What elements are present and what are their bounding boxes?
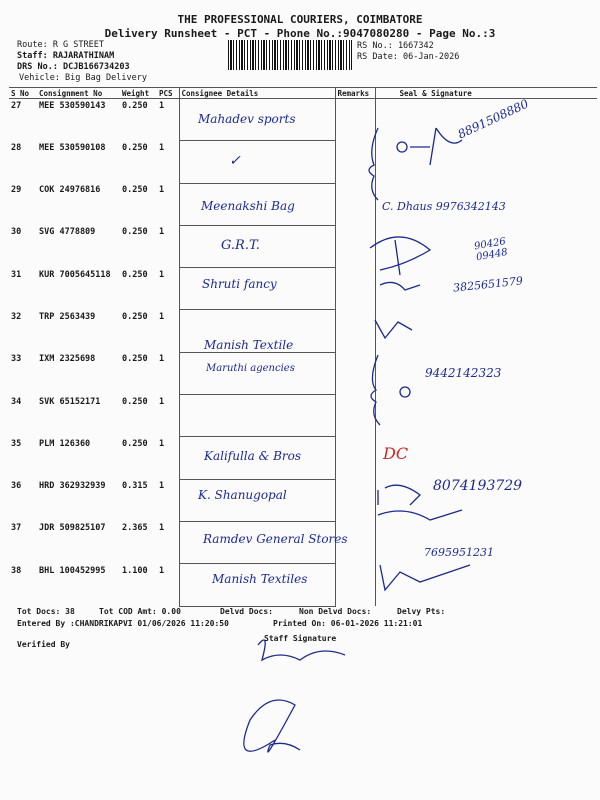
- row-weight: 0.250: [122, 101, 148, 111]
- consignee-hw: Shruti fancy: [202, 277, 277, 291]
- row-pcs: 1: [159, 354, 165, 365]
- row-consignment: IXM 2325698: [39, 354, 96, 365]
- seal-hw: 3825651579: [452, 274, 524, 295]
- route-label: Route: R G STREET: [17, 40, 104, 50]
- row-sno: 29: [11, 185, 22, 196]
- row-pcs: 1: [159, 438, 165, 449]
- row-consignment: BHL 100452995: [39, 565, 106, 576]
- row-sno: 34: [11, 396, 22, 407]
- rs-date: RS Date: 06-Jan-2026: [357, 52, 460, 62]
- row-pcs: 1: [159, 396, 165, 407]
- row-pcs: 1: [159, 269, 165, 280]
- row-sno: 27: [11, 101, 22, 111]
- row-sno: 31: [11, 269, 22, 280]
- row-sno: 36: [11, 481, 22, 492]
- seal-hw: 8074193729: [433, 478, 523, 494]
- row-consignment: HRD 362932939: [39, 481, 106, 492]
- row-weight: 0.250: [122, 142, 148, 153]
- consignee-hw: Kalifulla & Bros: [204, 449, 302, 463]
- seal-hw: 8891508880: [455, 96, 531, 142]
- row-consignment: SVK 65152171: [39, 396, 101, 407]
- row-weight: 0.250: [122, 185, 148, 196]
- consignee-hw: Mahadev sports: [198, 112, 296, 126]
- staff-label: Staff: RAJARATHINAM: [17, 51, 115, 61]
- col-remarks: Remarks: [335, 88, 375, 99]
- consignee-hw: G.R.T.: [221, 238, 260, 253]
- consignee-hw: ✓: [229, 153, 241, 169]
- col-pcs: PCS: [157, 88, 179, 99]
- row-sno: 30: [11, 227, 22, 238]
- row-consignment: MEE 530590108: [39, 142, 106, 153]
- page-title: THE PROFESSIONAL COURIERS, COIMBATORE: [177, 13, 423, 26]
- consignee-hw: K. Shanugopal: [198, 488, 287, 502]
- row-weight: 0.250: [122, 227, 148, 238]
- row-consignment: SVG 4778809: [39, 227, 96, 238]
- rs-number: RS No.: 1667342: [357, 41, 434, 51]
- printed-on: Printed On: 06-01-2026 11:21:01: [273, 619, 423, 628]
- verified-by: Verified By: [17, 640, 70, 649]
- row-pcs: 1: [159, 565, 165, 576]
- consignee-hw: Meenakshi Bag: [201, 199, 295, 213]
- total-cod: Tot COD Amt: 0.00: [99, 607, 181, 616]
- row-sno: 33: [11, 354, 22, 365]
- row-consignment: KUR 7005645118: [39, 269, 111, 280]
- row-pcs: 1: [159, 481, 165, 492]
- row-weight: 0.250: [122, 396, 148, 407]
- total-docs: Tot Docs: 38: [17, 607, 75, 616]
- consignee-hw: Ramdev General Stores: [203, 532, 348, 546]
- signature-stroke: [380, 565, 470, 590]
- row-pcs: 1: [159, 311, 165, 322]
- row-weight: 0.250: [122, 354, 148, 365]
- row-pcs: 1: [159, 185, 165, 196]
- signature-stroke: [375, 320, 412, 338]
- seal-hw: 7695951231: [424, 546, 494, 559]
- bracket-stroke: [369, 128, 378, 200]
- consignee-hw: Manish Textiles: [212, 572, 308, 586]
- row-weight: 0.250: [122, 438, 148, 449]
- row-sno: 28: [11, 142, 22, 153]
- row-consignment: COK 24976816: [39, 185, 101, 196]
- signature-stroke: [370, 237, 430, 275]
- row-pcs: 1: [159, 142, 165, 153]
- consignee-hw: Maruthi agencies: [206, 363, 295, 374]
- row-pcs: 1: [159, 523, 165, 534]
- seal-hw: C. Dhaus 9976342143: [382, 200, 506, 213]
- delivery-points: Delvy Pts:: [397, 607, 446, 616]
- row-consignment: JDR 509825107: [39, 523, 106, 534]
- seal-hw: DC: [383, 444, 409, 463]
- row-consignment: PLM 126360: [39, 438, 91, 449]
- signature-stroke: [397, 142, 407, 152]
- col-sno: S No: [9, 88, 37, 99]
- row-weight: 0.250: [122, 269, 148, 280]
- signature-stroke: [380, 282, 420, 290]
- seal-hw: 90426 09448: [473, 236, 509, 264]
- non-delivered-docs: Non Delvd Docs:: [299, 607, 372, 616]
- row-consignment: MEE 530590143: [39, 101, 106, 111]
- bracket-stroke: [371, 355, 380, 425]
- row-weight: 0.315: [122, 481, 148, 492]
- row-sno: 37: [11, 523, 22, 534]
- seal-hw: 9442142323: [425, 366, 502, 380]
- row-sno: 35: [11, 438, 22, 449]
- staff-signature-stroke: [258, 640, 345, 660]
- staff-signature-label: Staff Signature: [264, 634, 337, 643]
- signature-stroke: [378, 510, 462, 520]
- page-subtitle: Delivery Runsheet - PCT - Phone No.:9047080280 - Page No.:3: [104, 27, 496, 40]
- entered-by: Entered By :CHANDRIKAPVI 01/06/2026 11:20:50: [17, 619, 229, 628]
- signature-stroke: [400, 387, 410, 397]
- col-seal: Seal & Signature: [375, 88, 597, 99]
- row-weight: 1.100: [122, 565, 148, 576]
- row-sno: 38: [11, 565, 22, 576]
- col-consignment: Consignment No: [37, 88, 120, 99]
- row-consignment: TRP 2563439: [39, 311, 96, 322]
- row-pcs: 1: [159, 101, 165, 111]
- col-weight: Weight: [120, 88, 157, 99]
- consignee-hw: Manish Textile: [204, 338, 294, 352]
- row-pcs: 1: [159, 227, 165, 238]
- signature-stroke: [410, 128, 462, 165]
- verifier-signature-stroke: [244, 700, 300, 752]
- row-weight: 2.365: [122, 523, 148, 534]
- row-sno: 32: [11, 311, 22, 322]
- drs-label: DRS No.: DCJB166734203: [17, 62, 130, 72]
- delivered-docs: Delvd Docs:: [220, 607, 273, 616]
- row-weight: 0.250: [122, 311, 148, 322]
- vehicle-label: Vehicle: Big Bag Delivery: [19, 73, 147, 83]
- col-consignee: Consignee Details: [179, 88, 335, 99]
- signature-stroke: [378, 485, 420, 505]
